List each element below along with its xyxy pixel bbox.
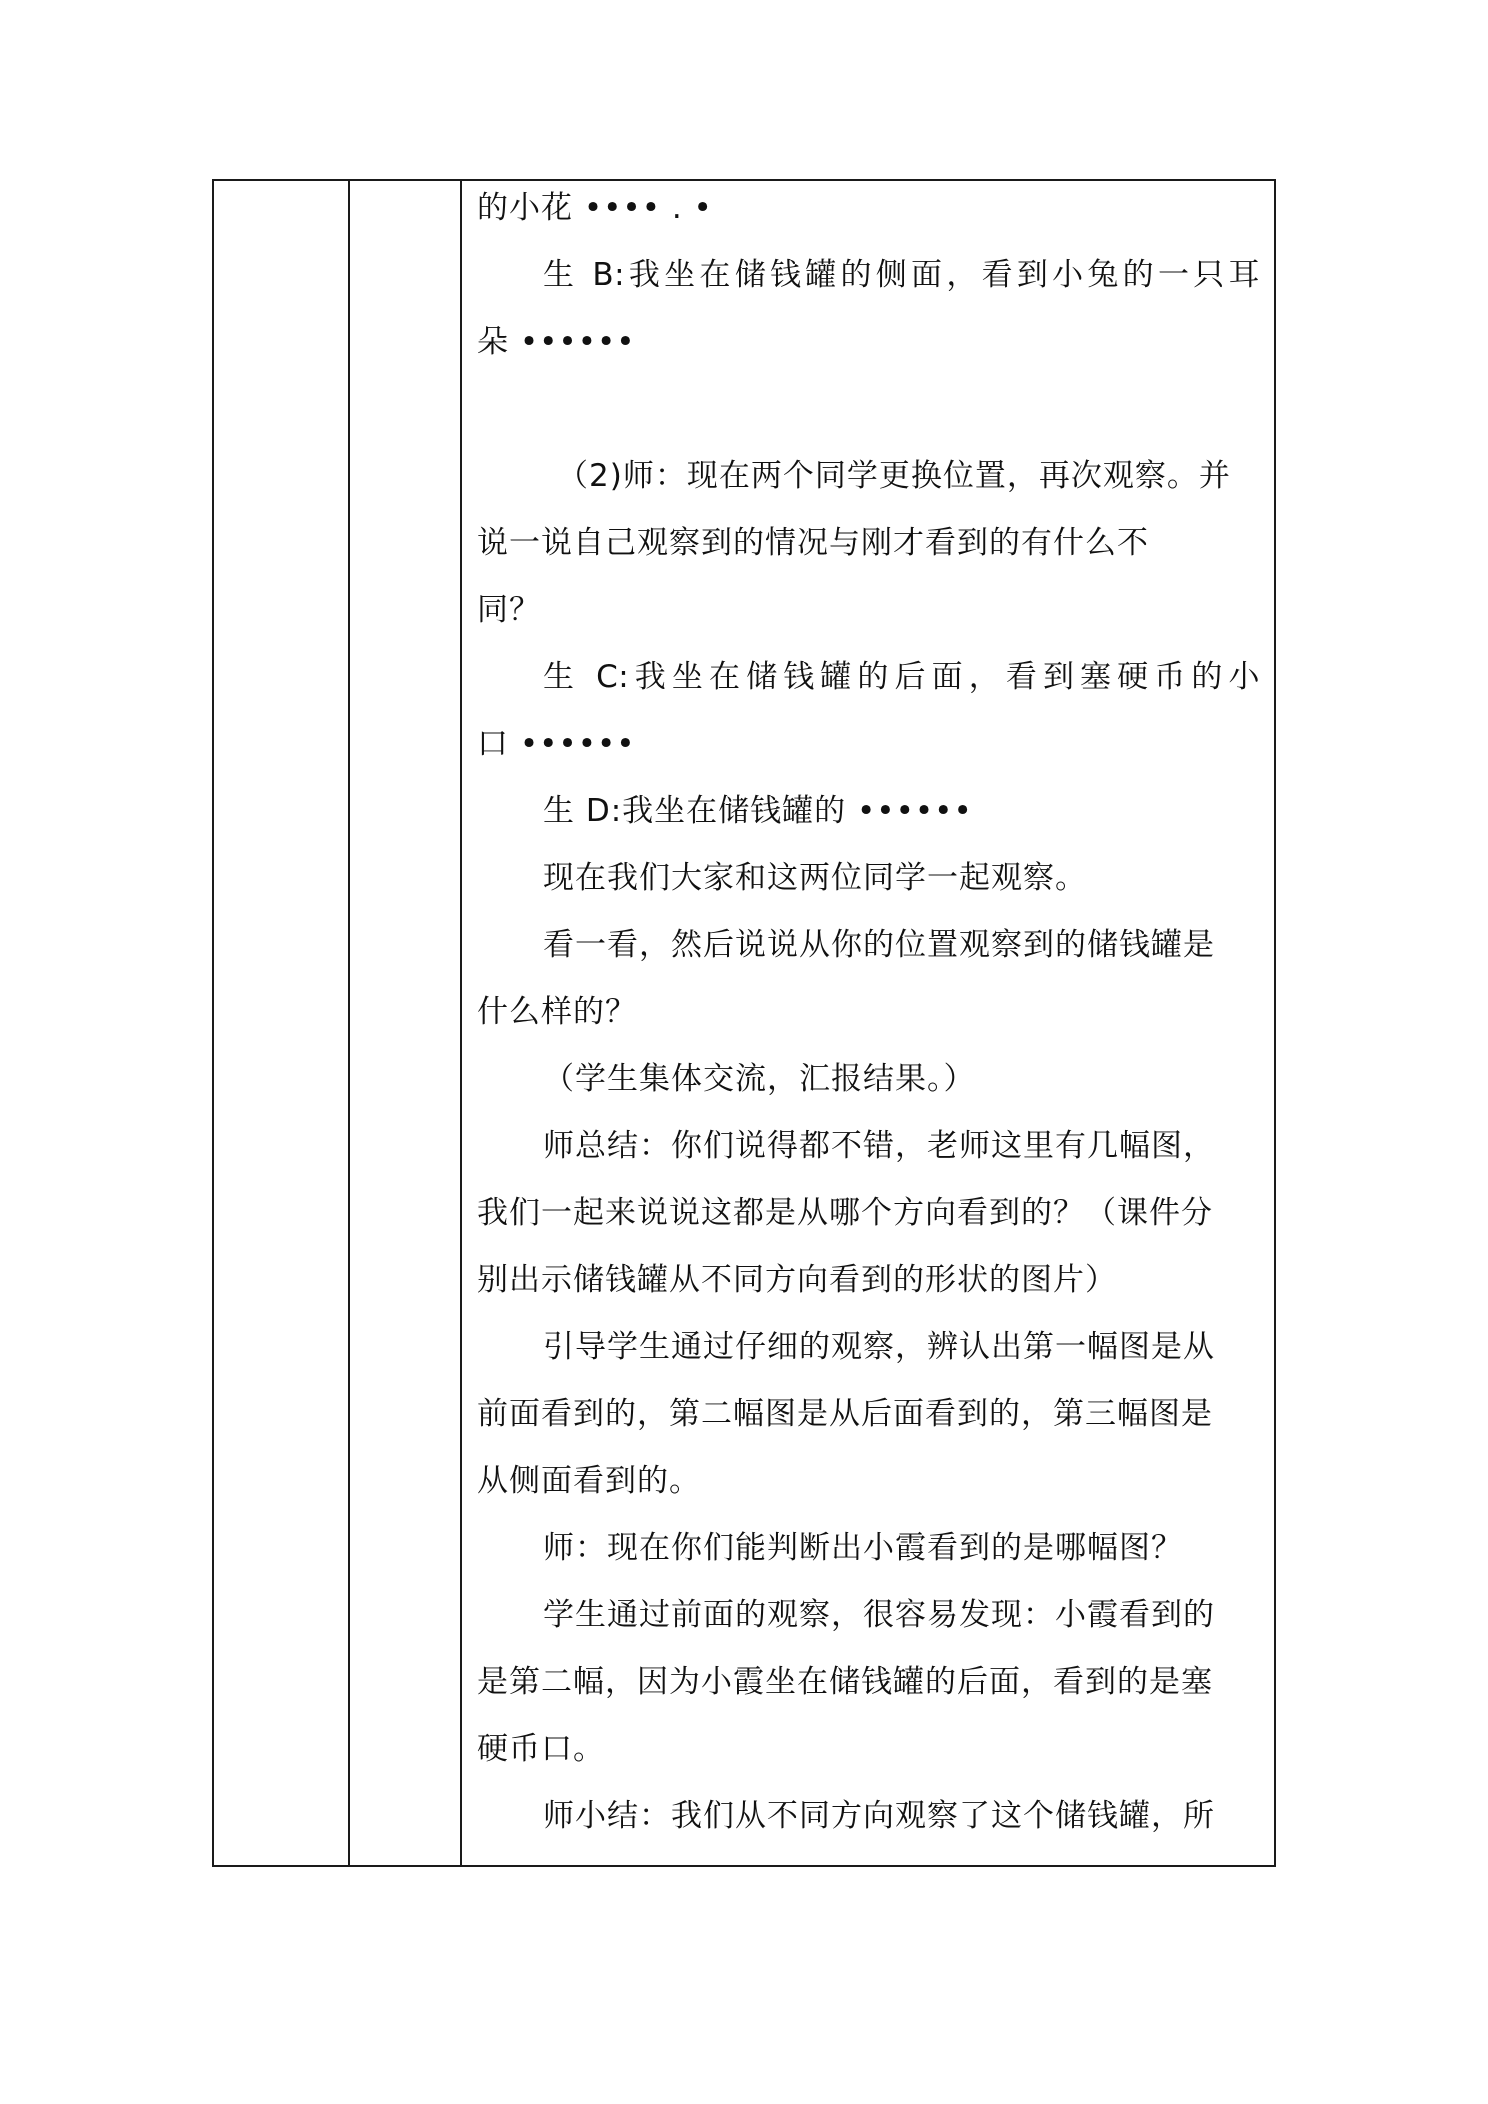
text-line: 从侧面看到的。	[477, 1463, 701, 1499]
text-line: 引导学生通过仔细的观察，辨认出第一幅图是从	[543, 1329, 1215, 1365]
text-line: 朵 ••••••	[477, 324, 636, 360]
text-line: 生 B:我坐在储钱罐的侧面，看到小兔的一只耳	[543, 257, 1260, 293]
text-line: 前面看到的，第二幅图是从后面看到的，第三幅图是	[477, 1396, 1213, 1432]
table-column-content	[462, 181, 1274, 1865]
text-line: 师小结：我们从不同方向观察了这个储钱罐，所	[543, 1798, 1215, 1834]
table-column-1	[214, 181, 350, 1865]
text-line: 的小花 •••• . •	[477, 190, 713, 226]
text-line: 生 C:我坐在储钱罐的后面，看到塞硬币的小	[543, 659, 1260, 695]
text-line: （学生集体交流，汇报结果。）	[543, 1061, 976, 1097]
text-line: 现在我们大家和这两位同学一起观察。	[543, 860, 1087, 896]
text-line: （2)师：现在两个同学更换位置，再次观察。并	[557, 458, 1231, 494]
text-line: 硬币口。	[477, 1731, 605, 1767]
text-line: 生 D:我坐在储钱罐的 ••••••	[543, 793, 973, 829]
lesson-table	[212, 179, 1276, 1867]
text-line: 是第二幅，因为小霞坐在储钱罐的后面，看到的是塞	[477, 1664, 1213, 1700]
blank-line	[477, 382, 1260, 449]
text-line: 师总结：你们说得都不错，老师这里有几幅图，	[543, 1128, 1215, 1164]
text-line: 口 ••••••	[477, 726, 636, 762]
text-line: 说一说自己观察到的情况与刚才看到的有什么不	[477, 525, 1149, 561]
text-line: 别出示储钱罐从不同方向看到的形状的图片）	[477, 1262, 1117, 1298]
lesson-content	[462, 181, 1274, 1865]
text-line: 我们一起来说说这都是从哪个方向看到的？（课件分	[477, 1195, 1213, 1231]
text-line: 看一看，然后说说从你的位置观察到的储钱罐是	[543, 927, 1215, 963]
text-line: 同？	[477, 592, 541, 628]
text-line: 什么样的？	[477, 994, 637, 1030]
text-line: 师：现在你们能判断出小霞看到的是哪幅图？	[543, 1530, 1183, 1566]
table-column-2	[350, 181, 462, 1865]
text-line: 学生通过前面的观察，很容易发现：小霞看到的	[543, 1597, 1215, 1633]
